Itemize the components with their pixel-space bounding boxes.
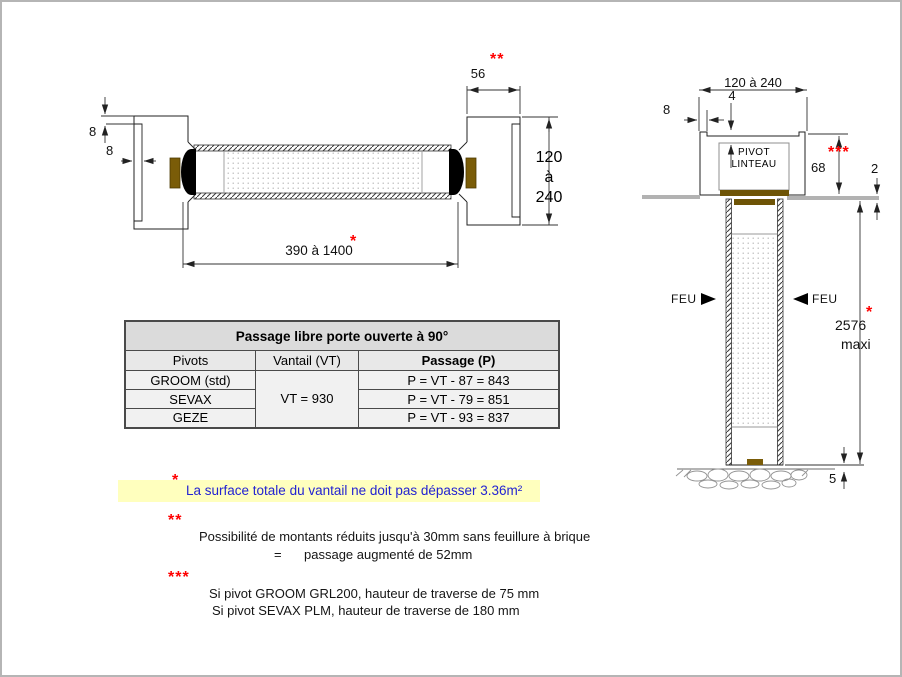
dim-frame-depth: 56 [470, 66, 486, 81]
note2-marker: ** [168, 512, 183, 529]
dim-rebate: 8 [663, 102, 671, 117]
note2-line2: passage augmenté de 52mm [304, 547, 473, 562]
ceiling-strip-right [787, 196, 879, 200]
vantail-value: VT = 930 [256, 371, 359, 428]
door-leaf-vertical [726, 199, 783, 465]
left-door-seal [181, 149, 196, 195]
lintel-seal [720, 190, 789, 196]
col-header-pivots: Pivots [125, 351, 256, 371]
wall-thickness-line3: 240 [535, 189, 563, 206]
dim-wall-thickness [530, 149, 568, 207]
dim-joint: 2 [871, 161, 879, 176]
dim-lintel-height: 68 [811, 160, 826, 175]
pivot-linteau-label [719, 147, 789, 170]
pivot-name: SEVAX [125, 390, 256, 409]
passage-value: P = VT - 87 = 843 [359, 371, 560, 390]
passage-value: P = VT - 79 = 851 [359, 390, 560, 409]
feu-label-left: FEU [671, 292, 697, 306]
col-header-passage: Passage (P) [359, 351, 560, 371]
passage-table [124, 320, 560, 429]
col-header-vantail: Vantail (VT) [256, 351, 359, 371]
lintel-height-asterisks: *** [828, 144, 850, 161]
feu-label-right: FEU [812, 292, 838, 306]
ceiling-strip-left [642, 195, 700, 199]
note1-marker: * [172, 472, 180, 489]
feu-arrow-right [793, 293, 808, 305]
dim-floor-gap: 5 [829, 471, 837, 486]
feu-arrow-left [701, 293, 716, 305]
note2-line1: Possibilité de montants réduits jusqu'à 30mm sans feuillure à brique [199, 529, 591, 544]
right-door-seal [449, 149, 464, 195]
note2-equals: = [274, 547, 282, 562]
wall-thickness-line1: 120 [535, 149, 563, 166]
passage-table-title: Passage libre porte ouverte à 90° [125, 321, 559, 351]
leaf-width-asterisk: * [350, 233, 358, 250]
side-view [642, 132, 879, 489]
pivot-name: GEZE [125, 409, 256, 428]
door-top-seal [734, 199, 775, 205]
table-row [125, 371, 559, 390]
dim-door-height-suffix: maxi [841, 336, 871, 352]
pivot-name: GROOM (std) [125, 371, 256, 390]
dim-wall-width: 120 à 240 [724, 75, 782, 90]
note3-marker: *** [168, 569, 190, 586]
dim-plate-thickness-vertical: 8 [89, 124, 97, 139]
dim-door-height: 2576 [835, 317, 867, 333]
door-height-asterisk: * [866, 304, 874, 321]
door-leaf-horizontal [194, 145, 451, 199]
dim-plate-thickness-horizontal: 8 [106, 143, 114, 158]
passage-value: P = VT - 93 = 837 [359, 409, 560, 428]
note1-text: La surface totale du vantail ne doit pas dépasser 3.36m² [186, 483, 523, 498]
pivot-linteau-label-line1: PIVOT [737, 147, 770, 158]
door-bottom-pivot [747, 459, 763, 465]
right-frame-seal [466, 158, 476, 188]
floor [676, 469, 835, 489]
front-view [134, 116, 520, 229]
left-frame-seal [170, 158, 180, 188]
note3-line1: Si pivot GROOM GRL200, hauteur de traverse de 75 mm [209, 586, 540, 601]
dim-leaf-width: 390 à 1400 [285, 243, 353, 258]
dim-recess: 4 [728, 88, 736, 103]
frame-depth-asterisks: ** [490, 51, 505, 68]
note3-line2: Si pivot SEVAX PLM, hauteur de traverse de 180 mm [212, 603, 520, 618]
wall-thickness-line2: à [544, 169, 554, 186]
pivot-linteau-label-line2: LINTEAU [731, 158, 777, 170]
